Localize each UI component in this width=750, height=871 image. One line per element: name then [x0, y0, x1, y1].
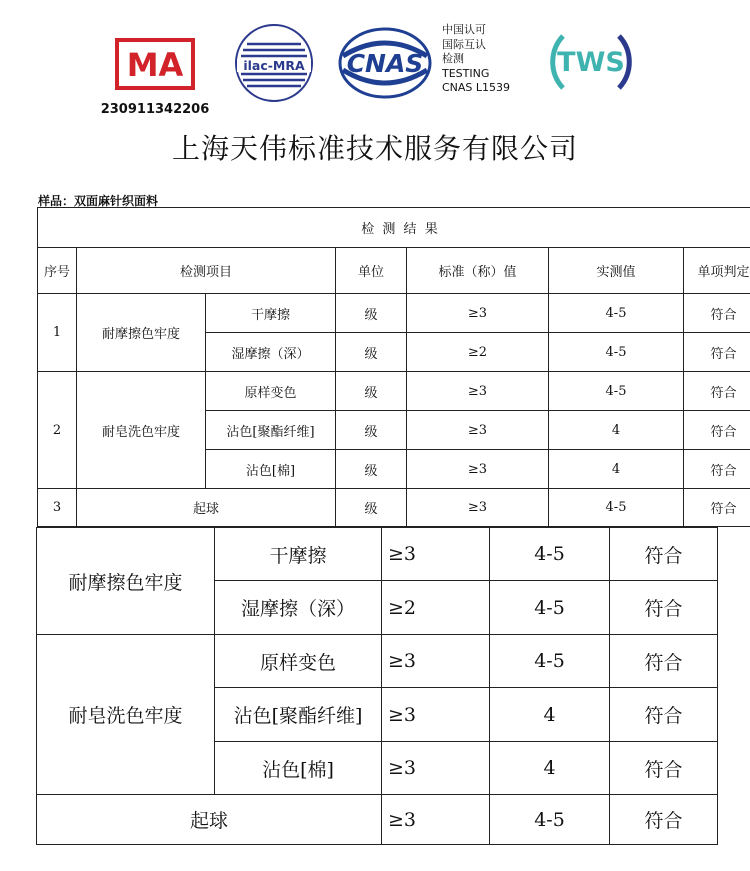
measured-cell: 4-5	[549, 372, 684, 411]
verdict-cell: 符合	[610, 581, 718, 635]
measured-cell: 4-5	[549, 333, 684, 372]
standard-cell: ≥3	[407, 294, 549, 333]
sub-item: 干摩擦	[206, 294, 336, 333]
cnas-caption-line: CNAS L1539	[442, 81, 511, 94]
col-header: 检测项目	[77, 248, 336, 294]
col-header: 序号	[38, 248, 77, 294]
unit-cell: 级	[336, 333, 407, 372]
table-row	[38, 372, 750, 411]
test-item: 耐摩擦色牢度	[37, 528, 215, 635]
row-number: 2	[38, 372, 77, 489]
standard-cell: ≥3	[382, 635, 490, 688]
cma-logo	[115, 38, 195, 90]
col-header: 单项判定	[684, 248, 750, 294]
standard-cell: ≥3	[382, 795, 490, 845]
company-name: 上海天伟标准技术服务有限公司	[171, 132, 578, 165]
unit-cell: 级	[336, 411, 407, 450]
standard-cell: ≥3	[407, 372, 549, 411]
sub-item: 沾色[棉]	[215, 742, 382, 795]
test-item: 起球	[37, 795, 382, 845]
verdict-cell: 符合	[610, 742, 718, 795]
verdict-cell: 符合	[610, 528, 718, 581]
test-item: 耐皂洗色牢度	[77, 372, 206, 489]
standard-cell: ≥3	[407, 489, 549, 527]
table-row	[37, 635, 718, 688]
standard-cell: ≥2	[382, 581, 490, 635]
measured-cell: 4	[549, 450, 684, 489]
cma-code: 230911342206	[100, 102, 210, 117]
results-title: 检 测 结 果	[38, 208, 750, 248]
standard-cell: ≥2	[407, 333, 549, 372]
standard-cell: ≥3	[382, 742, 490, 795]
table-row	[38, 489, 750, 527]
test-results-table	[37, 207, 750, 527]
sub-item: 沾色[棉]	[206, 450, 336, 489]
standard-cell: ≥3	[407, 411, 549, 450]
table-row	[38, 294, 750, 333]
standard-cell: ≥3	[382, 528, 490, 581]
sub-item: 原样变色	[215, 635, 382, 688]
unit-cell: 级	[336, 489, 407, 527]
standard-cell: ≥3	[382, 688, 490, 742]
sub-item: 沾色[聚酯纤维]	[215, 688, 382, 742]
row-number: 3	[38, 489, 77, 527]
row-number: 1	[38, 294, 77, 372]
standard-cell: ≥3	[407, 450, 549, 489]
tws-logo	[543, 24, 639, 100]
verdict-cell: 符合	[610, 688, 718, 742]
col-header: 标准（称）值	[407, 248, 549, 294]
cnas-logo	[337, 26, 433, 100]
table-row	[37, 528, 718, 581]
measured-cell: 4-5	[490, 581, 610, 635]
measured-cell: 4	[549, 411, 684, 450]
measured-cell: 4-5	[490, 795, 610, 845]
cnas-caption-line: 检测	[442, 52, 464, 65]
unit-cell: 级	[336, 450, 407, 489]
measured-cell: 4	[490, 742, 610, 795]
measured-cell: 4	[490, 688, 610, 742]
test-item: 耐皂洗色牢度	[37, 635, 215, 795]
measured-cell: 4-5	[490, 528, 610, 581]
cma-logo-text: MA	[126, 46, 184, 84]
unit-cell: 级	[336, 294, 407, 333]
col-header: 实测值	[549, 248, 684, 294]
sample-label: 样品：双面麻针织面料	[38, 194, 159, 208]
verdict-cell: 符合	[684, 411, 750, 450]
sub-item: 沾色[聚酯纤维]	[206, 411, 336, 450]
cnas-caption-line: 中国认可	[442, 23, 486, 36]
measured-cell: 4-5	[549, 489, 684, 527]
test-item: 耐摩擦色牢度	[77, 294, 206, 372]
unit-cell: 级	[336, 372, 407, 411]
cnas-logo-text: CNAS	[346, 49, 424, 78]
summary-table	[36, 527, 718, 845]
cnas-caption	[442, 23, 510, 96]
measured-cell: 4-5	[549, 294, 684, 333]
measured-cell: 4-5	[490, 635, 610, 688]
test-item: 起球	[77, 489, 336, 527]
verdict-cell: 符合	[610, 635, 718, 688]
verdict-cell: 符合	[684, 450, 750, 489]
ilac-logo-text: ilac-MRA	[243, 58, 305, 73]
cnas-caption-line: 国际互认	[442, 37, 486, 51]
verdict-cell: 符合	[684, 489, 750, 527]
table-row	[37, 795, 718, 845]
verdict-cell: 符合	[684, 294, 750, 333]
verdict-cell: 符合	[684, 333, 750, 372]
tws-logo-text: TWS	[557, 47, 625, 78]
sub-item: 原样变色	[206, 372, 336, 411]
col-header: 单位	[336, 248, 407, 294]
verdict-cell: 符合	[684, 372, 750, 411]
verdict-cell: 符合	[610, 795, 718, 845]
sub-item: 干摩擦	[215, 528, 382, 581]
sub-item: 湿摩擦（深）	[206, 333, 336, 372]
sub-item: 湿摩擦（深）	[215, 581, 382, 635]
cnas-caption-line: TESTING	[442, 66, 490, 80]
ilac-mra-logo	[231, 22, 317, 104]
